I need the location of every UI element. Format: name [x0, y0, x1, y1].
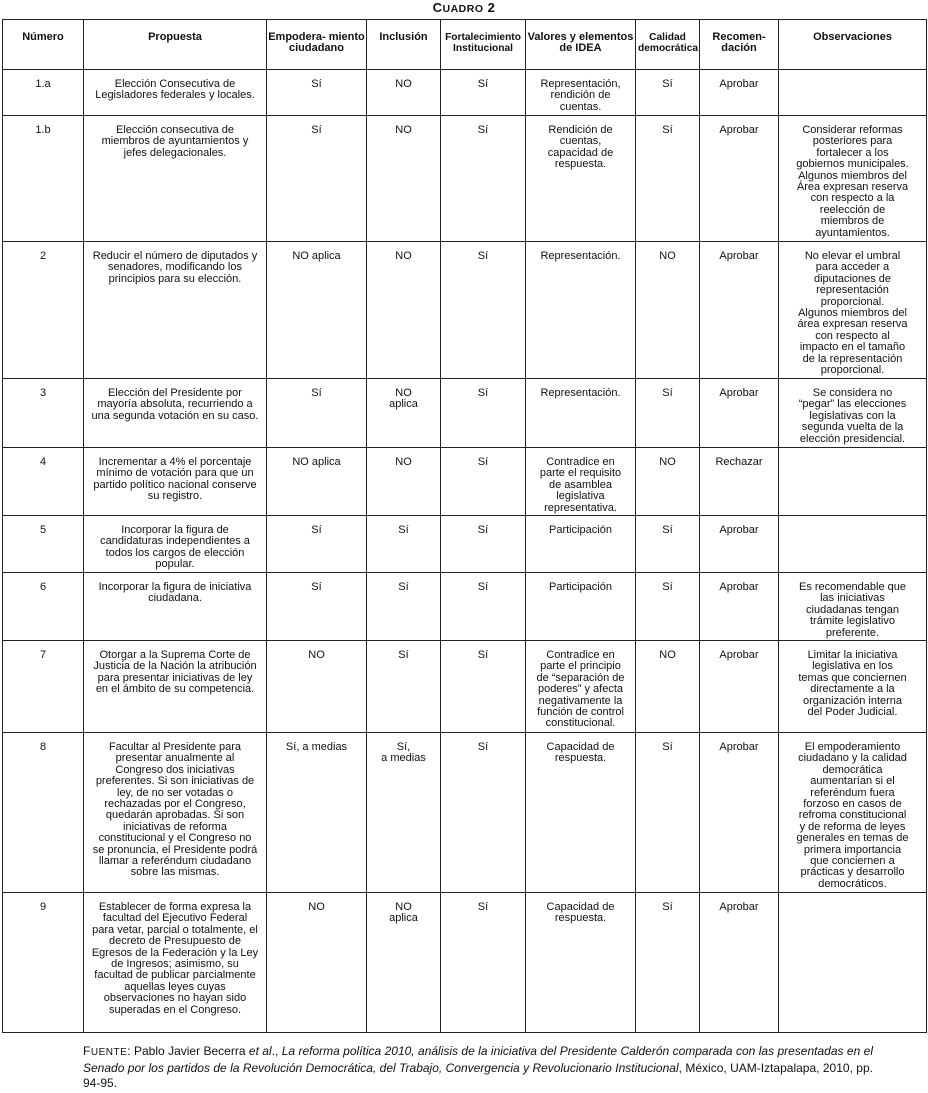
cell-fortalecimiento: Sí — [441, 573, 526, 641]
cell-observaciones — [779, 516, 927, 573]
table-row — [3, 242, 927, 379]
header-empoderamiento: Empodera- miento ciudadano — [267, 20, 367, 70]
cell-fortalecimiento: Sí — [441, 242, 526, 379]
cell-calidad: Sí — [636, 733, 700, 893]
table-row — [3, 641, 927, 733]
cell-valores: Contradice en parte el requisito de asamblea legislativa representativa. — [526, 448, 636, 516]
cell-empoderamiento: NO aplica — [267, 448, 367, 516]
cell-valores: Capacidad de respuesta. — [526, 893, 636, 1033]
cell-calidad: NO — [636, 242, 700, 379]
cell-inclusion: Sí — [367, 641, 441, 733]
table-row — [3, 116, 927, 242]
cell-fortalecimiento: Sí — [441, 70, 526, 116]
cell-inclusion: NO — [367, 70, 441, 116]
header-observaciones: Observaciones — [779, 20, 927, 70]
cell-fortalecimiento: Sí — [441, 641, 526, 733]
source-note: FUENTE: Pablo Javier Becerra et al., La reforma política 2010, análisis de la iniciativa del Presidente Calderón comparada con las presentadas en el Senado por los partidos de la Revolución Democrática, del Trabajo, Convergencia y Revolucionario Institucional, México, UAM-Iztapalapa, 2010, pp. 94-95. — [83, 1044, 873, 1091]
cell-observaciones: Considerar reformas posteriores para fortalecer a los gobiernos municipales. Algunos miembros del Área expresan reserva con respecto a la reelección de miembros de ayuntamientos. — [779, 116, 927, 242]
cell-calidad: NO — [636, 641, 700, 733]
cell-propuesta: Elección consecutiva de miembros de ayuntamientos y jefes delegacionales. — [84, 116, 267, 242]
cell-recomendacion: Aprobar — [700, 379, 779, 448]
cell-recomendacion: Aprobar — [700, 116, 779, 242]
header-inclusion: Inclusión — [367, 20, 441, 70]
cell-propuesta: Incorporar la figura de candidaturas independientes a todos los cargos de elección popular. — [84, 516, 267, 573]
cell-propuesta: Facultar al Presidente para presentar anualmente al Congreso dos iniciativas preferentes. Si son iniciativas de ley, de no ser votadas o rechazadas por el Congreso, quedarán aprobadas. Si son iniciativas de reforma constitucional y el Congreso no se pronuncia, el Presidente podrá llamar a referéndum ciudadano sobre las mismas. — [84, 733, 267, 893]
cell-numero: 7 — [3, 641, 84, 733]
cell-propuesta: Incrementar a 4% el porcentaje mínimo de votación para que un partido político nacional conserve su registro. — [84, 448, 267, 516]
cell-inclusion: NO — [367, 448, 441, 516]
cell-observaciones: No elevar el umbral para acceder a diputaciones de representación proporcional. Algunos miembros del área expresan reserva con respecto al impacto en el tamaño de la representación proporcional. — [779, 242, 927, 379]
cell-numero: 8 — [3, 733, 84, 893]
table-row — [3, 733, 927, 893]
table-row — [3, 573, 927, 641]
table-row — [3, 516, 927, 573]
cell-calidad: Sí — [636, 573, 700, 641]
cell-numero: 1.a — [3, 70, 84, 116]
header-valores: Valores y elementos de IDEA — [526, 20, 636, 70]
cell-empoderamiento: NO — [267, 893, 367, 1033]
table-row — [3, 893, 927, 1033]
header-propuesta: Propuesta — [84, 20, 267, 70]
header-fortalecimiento: Fortalecimiento Institucional — [441, 20, 526, 70]
cell-observaciones — [779, 448, 927, 516]
source-title: La reforma política 2010, análisis de la iniciativa del Presidente Calderón comparada con las presentadas en el Senado por los partidos de la Revolución Democrática, del Trabajo, Convergencia y Revolucionario Institucional — [83, 1044, 873, 1075]
cell-numero: 1.b — [3, 116, 84, 242]
cell-numero: 6 — [3, 573, 84, 641]
cell-empoderamiento: Sí — [267, 379, 367, 448]
cell-fortalecimiento: Sí — [441, 379, 526, 448]
cell-recomendacion: Rechazar — [700, 448, 779, 516]
cell-inclusion: Sí — [367, 516, 441, 573]
header-row — [3, 20, 927, 70]
cell-empoderamiento: NO aplica — [267, 242, 367, 379]
cell-valores: Representación, rendición de cuentas. — [526, 70, 636, 116]
cell-calidad: Sí — [636, 116, 700, 242]
cell-valores: Representación. — [526, 242, 636, 379]
cell-observaciones: Limitar la iniciativa legislativa en los temas que conciernen directamente a la organización interna del Poder Judicial. — [779, 641, 927, 733]
cell-inclusion: NO aplica — [367, 893, 441, 1033]
cell-propuesta: Incorporar la figura de iniciativa ciudadana. — [84, 573, 267, 641]
cell-inclusion: Sí — [367, 573, 441, 641]
cell-valores: Participación — [526, 573, 636, 641]
cell-inclusion: NO aplica — [367, 379, 441, 448]
cell-calidad: Sí — [636, 379, 700, 448]
cell-fortalecimiento: Sí — [441, 448, 526, 516]
header-recomendacion: Recomen- dación — [700, 20, 779, 70]
cell-calidad: Sí — [636, 70, 700, 116]
cell-calidad: NO — [636, 448, 700, 516]
cell-recomendacion: Aprobar — [700, 733, 779, 893]
cell-numero: 3 — [3, 379, 84, 448]
cell-calidad: Sí — [636, 893, 700, 1033]
cell-recomendacion: Aprobar — [700, 641, 779, 733]
cell-empoderamiento: NO — [267, 641, 367, 733]
cell-valores: Capacidad de respuesta. — [526, 733, 636, 893]
cell-inclusion: Sí, a medias — [367, 733, 441, 893]
cell-recomendacion: Aprobar — [700, 516, 779, 573]
cell-numero: 9 — [3, 893, 84, 1033]
cell-recomendacion: Aprobar — [700, 242, 779, 379]
cell-observaciones — [779, 70, 927, 116]
cell-numero: 4 — [3, 448, 84, 516]
cell-valores: Representación. — [526, 379, 636, 448]
cell-observaciones: Se considera no “pegar” las elecciones legislativas con la segunda vuelta de la elección presidencial. — [779, 379, 927, 448]
cell-inclusion: NO — [367, 116, 441, 242]
cell-recomendacion: Aprobar — [700, 573, 779, 641]
cell-calidad: Sí — [636, 516, 700, 573]
cell-empoderamiento: Sí — [267, 70, 367, 116]
cell-fortalecimiento: Sí — [441, 116, 526, 242]
cell-propuesta: Otorgar a la Suprema Corte de Justicia de la Nación la atribución para presentar iniciativas de ley en el ámbito de su competencia. — [84, 641, 267, 733]
cell-observaciones — [779, 893, 927, 1033]
table-row — [3, 379, 927, 448]
cell-inclusion: NO — [367, 242, 441, 379]
cell-empoderamiento: Sí — [267, 573, 367, 641]
cell-fortalecimiento: Sí — [441, 733, 526, 893]
cell-propuesta: Elección Consecutiva de Legisladores federales y locales. — [84, 70, 267, 116]
cell-recomendacion: Aprobar — [700, 893, 779, 1033]
cell-empoderamiento: Sí — [267, 116, 367, 242]
table-row — [3, 448, 927, 516]
cell-observaciones: Es recomendable que las iniciativas ciudadanas tengan trámite legislativo preferente. — [779, 573, 927, 641]
cell-propuesta: Establecer de forma expresa la facultad del Ejecutivo Federal para vetar, parcial o totalmente, el decreto de Presupuesto de Egresos de la Federación y la Ley de Ingresos; asimismo, su facultad de publicar parcialmente aquellas leyes cuyas observaciones no hayan sido superadas en el Congreso. — [84, 893, 267, 1033]
cuadro-table — [2, 19, 927, 1033]
header-calidad: Calidad democrática — [636, 20, 700, 70]
cell-observaciones: El empoderamiento ciudadano y la calidad democrática aumentarían si el referéndum fuera forzoso en casos de refroma constitucional y de reforma de leyes generales en temas de primera importancia que conciernen a prácticas y desarrollo democráticos. — [779, 733, 927, 893]
cell-numero: 5 — [3, 516, 84, 573]
cell-fortalecimiento: Sí — [441, 893, 526, 1033]
table-caption: CUADRO 2 — [432, 0, 496, 15]
cell-propuesta: Elección del Presidente por mayoría absoluta, recurriendo a una segunda votación en su caso. — [84, 379, 267, 448]
table-row — [3, 70, 927, 116]
cell-recomendacion: Aprobar — [700, 70, 779, 116]
cell-numero: 2 — [3, 242, 84, 379]
cell-empoderamiento: Sí, a medias — [267, 733, 367, 893]
cell-valores: Contradice en parte el principio de “separación de poderes” y afecta negativamente la función de control constitucional. — [526, 641, 636, 733]
header-numero: Número — [3, 20, 84, 70]
cell-valores: Rendición de cuentas, capacidad de respuesta. — [526, 116, 636, 242]
cell-fortalecimiento: Sí — [441, 516, 526, 573]
cell-propuesta: Reducir el número de diputados y senadores, modificando los principios para su elección. — [84, 242, 267, 379]
cell-empoderamiento: Sí — [267, 516, 367, 573]
cell-valores: Participación — [526, 516, 636, 573]
